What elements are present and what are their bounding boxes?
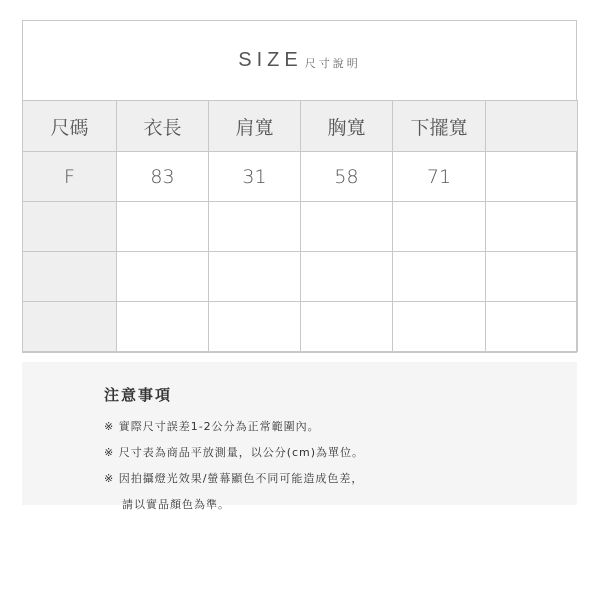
- table-row: [23, 152, 578, 202]
- chart-subtitle: 尺寸說明: [304, 56, 361, 70]
- table-cell: [486, 302, 578, 352]
- table-cell: [117, 202, 209, 252]
- chart-title: SIZE: [238, 49, 303, 71]
- table-cell: 58: [301, 152, 393, 202]
- table-cell: [486, 252, 578, 302]
- column-header-hem: 下擺寬: [393, 101, 486, 152]
- size-chart: [22, 20, 577, 353]
- column-header-chest: 胸寬: [301, 101, 393, 152]
- note-item-continuation: 請以實品顏色為準。: [122, 498, 230, 511]
- column-header-shoulder: 肩寬: [209, 101, 301, 152]
- table-row: [23, 252, 578, 302]
- table-cell: [486, 152, 578, 202]
- table-row: [23, 302, 578, 352]
- notes-panel: [22, 362, 577, 511]
- column-header-size: 尺碼: [23, 101, 117, 152]
- table-cell: [486, 202, 578, 252]
- note-item: ※ 尺寸表為商品平放測量，以公分(cm)為單位。: [104, 446, 365, 459]
- table-cell: [301, 302, 393, 352]
- column-header-length: 衣長: [117, 101, 209, 152]
- note-item: ※ 實際尺寸誤差1-2公分為正常範圍內。: [104, 420, 320, 433]
- note-item: ※ 因拍攝燈光效果/螢幕顯色不同可能造成色差，: [104, 472, 364, 485]
- table-cell-size: [23, 302, 117, 352]
- table-cell-size: [23, 202, 117, 252]
- table-cell: [393, 202, 486, 252]
- table-cell: [393, 252, 486, 302]
- chart-header: [23, 21, 576, 101]
- table-header-row: [23, 101, 578, 152]
- table-row: [23, 202, 578, 252]
- table-cell-size: F: [23, 152, 117, 202]
- table-cell: 71: [393, 152, 486, 202]
- table-cell: [301, 252, 393, 302]
- table-cell-size: [23, 252, 117, 302]
- table-cell: [209, 202, 301, 252]
- table-cell: [301, 202, 393, 252]
- table-cell: [117, 252, 209, 302]
- table-cell: [393, 302, 486, 352]
- table-cell: [117, 302, 209, 352]
- column-header-empty: [486, 101, 578, 152]
- table-cell: [209, 252, 301, 302]
- table-cell: [209, 302, 301, 352]
- size-table: [22, 100, 578, 352]
- table-cell: 83: [117, 152, 209, 202]
- notes-title: 注意事項: [104, 386, 173, 404]
- table-cell: 31: [209, 152, 301, 202]
